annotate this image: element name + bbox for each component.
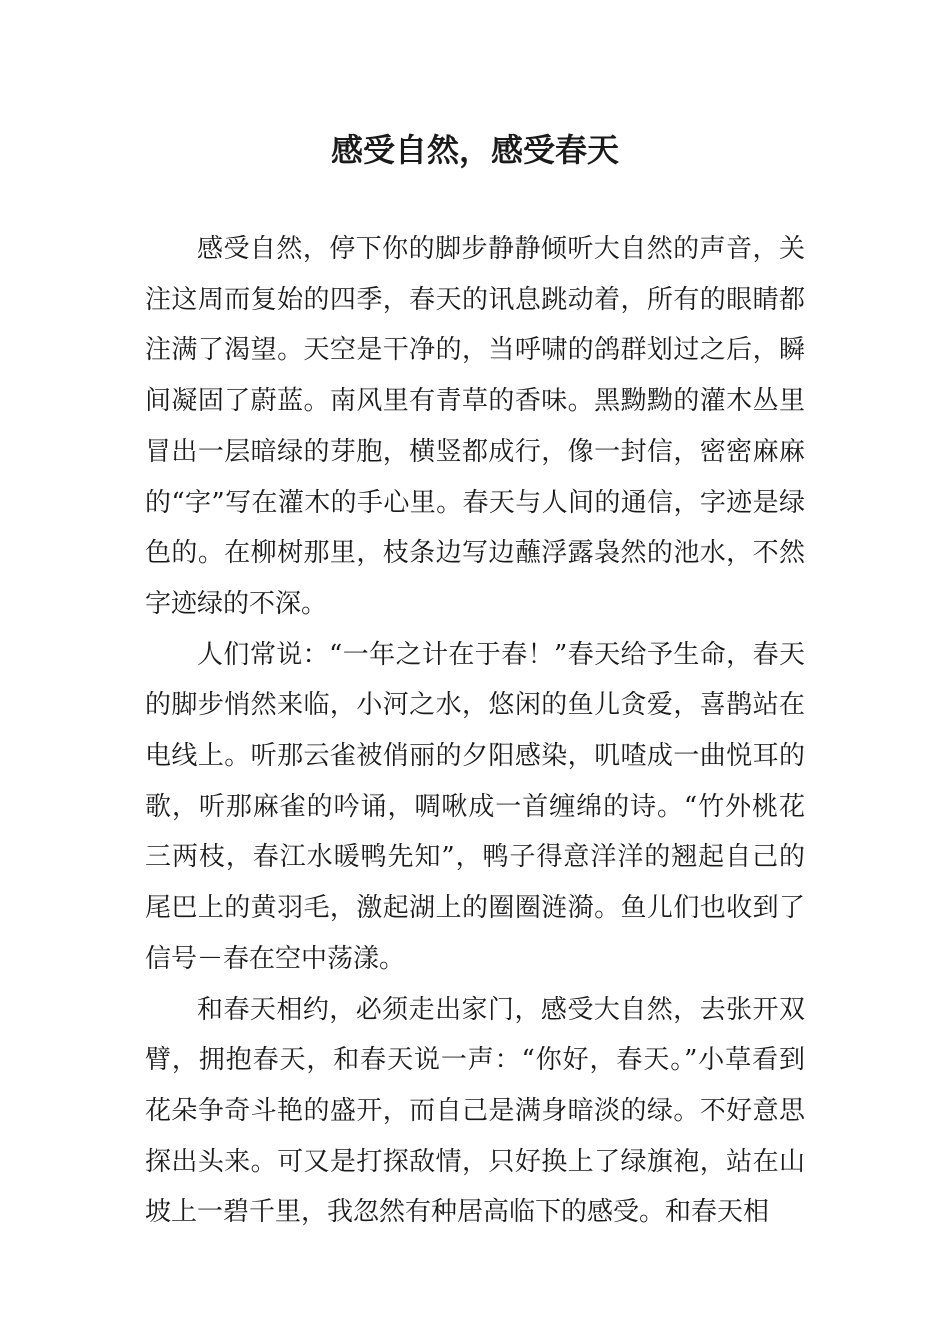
paragraph-2: 人们常说：“一年之计在于春！”春天给予生命，春天的脚步悄然来临，小河之水，悠闲的鱼儿贪爱，喜鹊站在电线上。听那云雀被俏丽的夕阳感染，叽喳成一曲悦耳的歌，听那麻雀的吟诵，啁啾成一首缠绵的诗。“竹外桃花三两枝，春江水暖鸭先知”，鸭子得意洋洋的翘起自己的尾巴上的黄羽毛，激起湖上的圈圈涟漪。鱼儿们也收到了信号－春在空中荡漾。 xyxy=(145,639,805,974)
paragraph-1: 感受自然，停下你的脚步静静倾听大自然的声音，关注这周而复始的四季，春天的讯息跳动着，所有的眼睛都注满了渴望。天空是干净的，当呼啸的鸽群划过之后，瞬间凝固了蔚蓝。南风里有青草的香味。黑黝黝的灌木丛里冒出一层暗绿的芽胞，横竖都成行，像一封信，密密麻麻的“字”写在灌木的手心里。春天与人间的通信，字迹是绿色的。在柳树那里，枝条边写边蘸浮露袅然的池水，不然字迹绿的不深。 xyxy=(145,234,805,619)
document-title: 感受自然，感受春天 xyxy=(330,131,619,169)
document-body xyxy=(145,224,805,1238)
paragraph-3: 和春天相约，必须走出家门，感受大自然，去张开双臂，拥抱春天，和春天说一声：“你好，春天。”小草看到花朵争奇斗艳的盛开，而自己是满身暗淡的绿。不好意思探出头来。可又是打探敌情，只好换上了绿旗袍，站在山坡上一碧千里，我忽然有种居高临下的感受。和春天相 xyxy=(145,994,805,1228)
